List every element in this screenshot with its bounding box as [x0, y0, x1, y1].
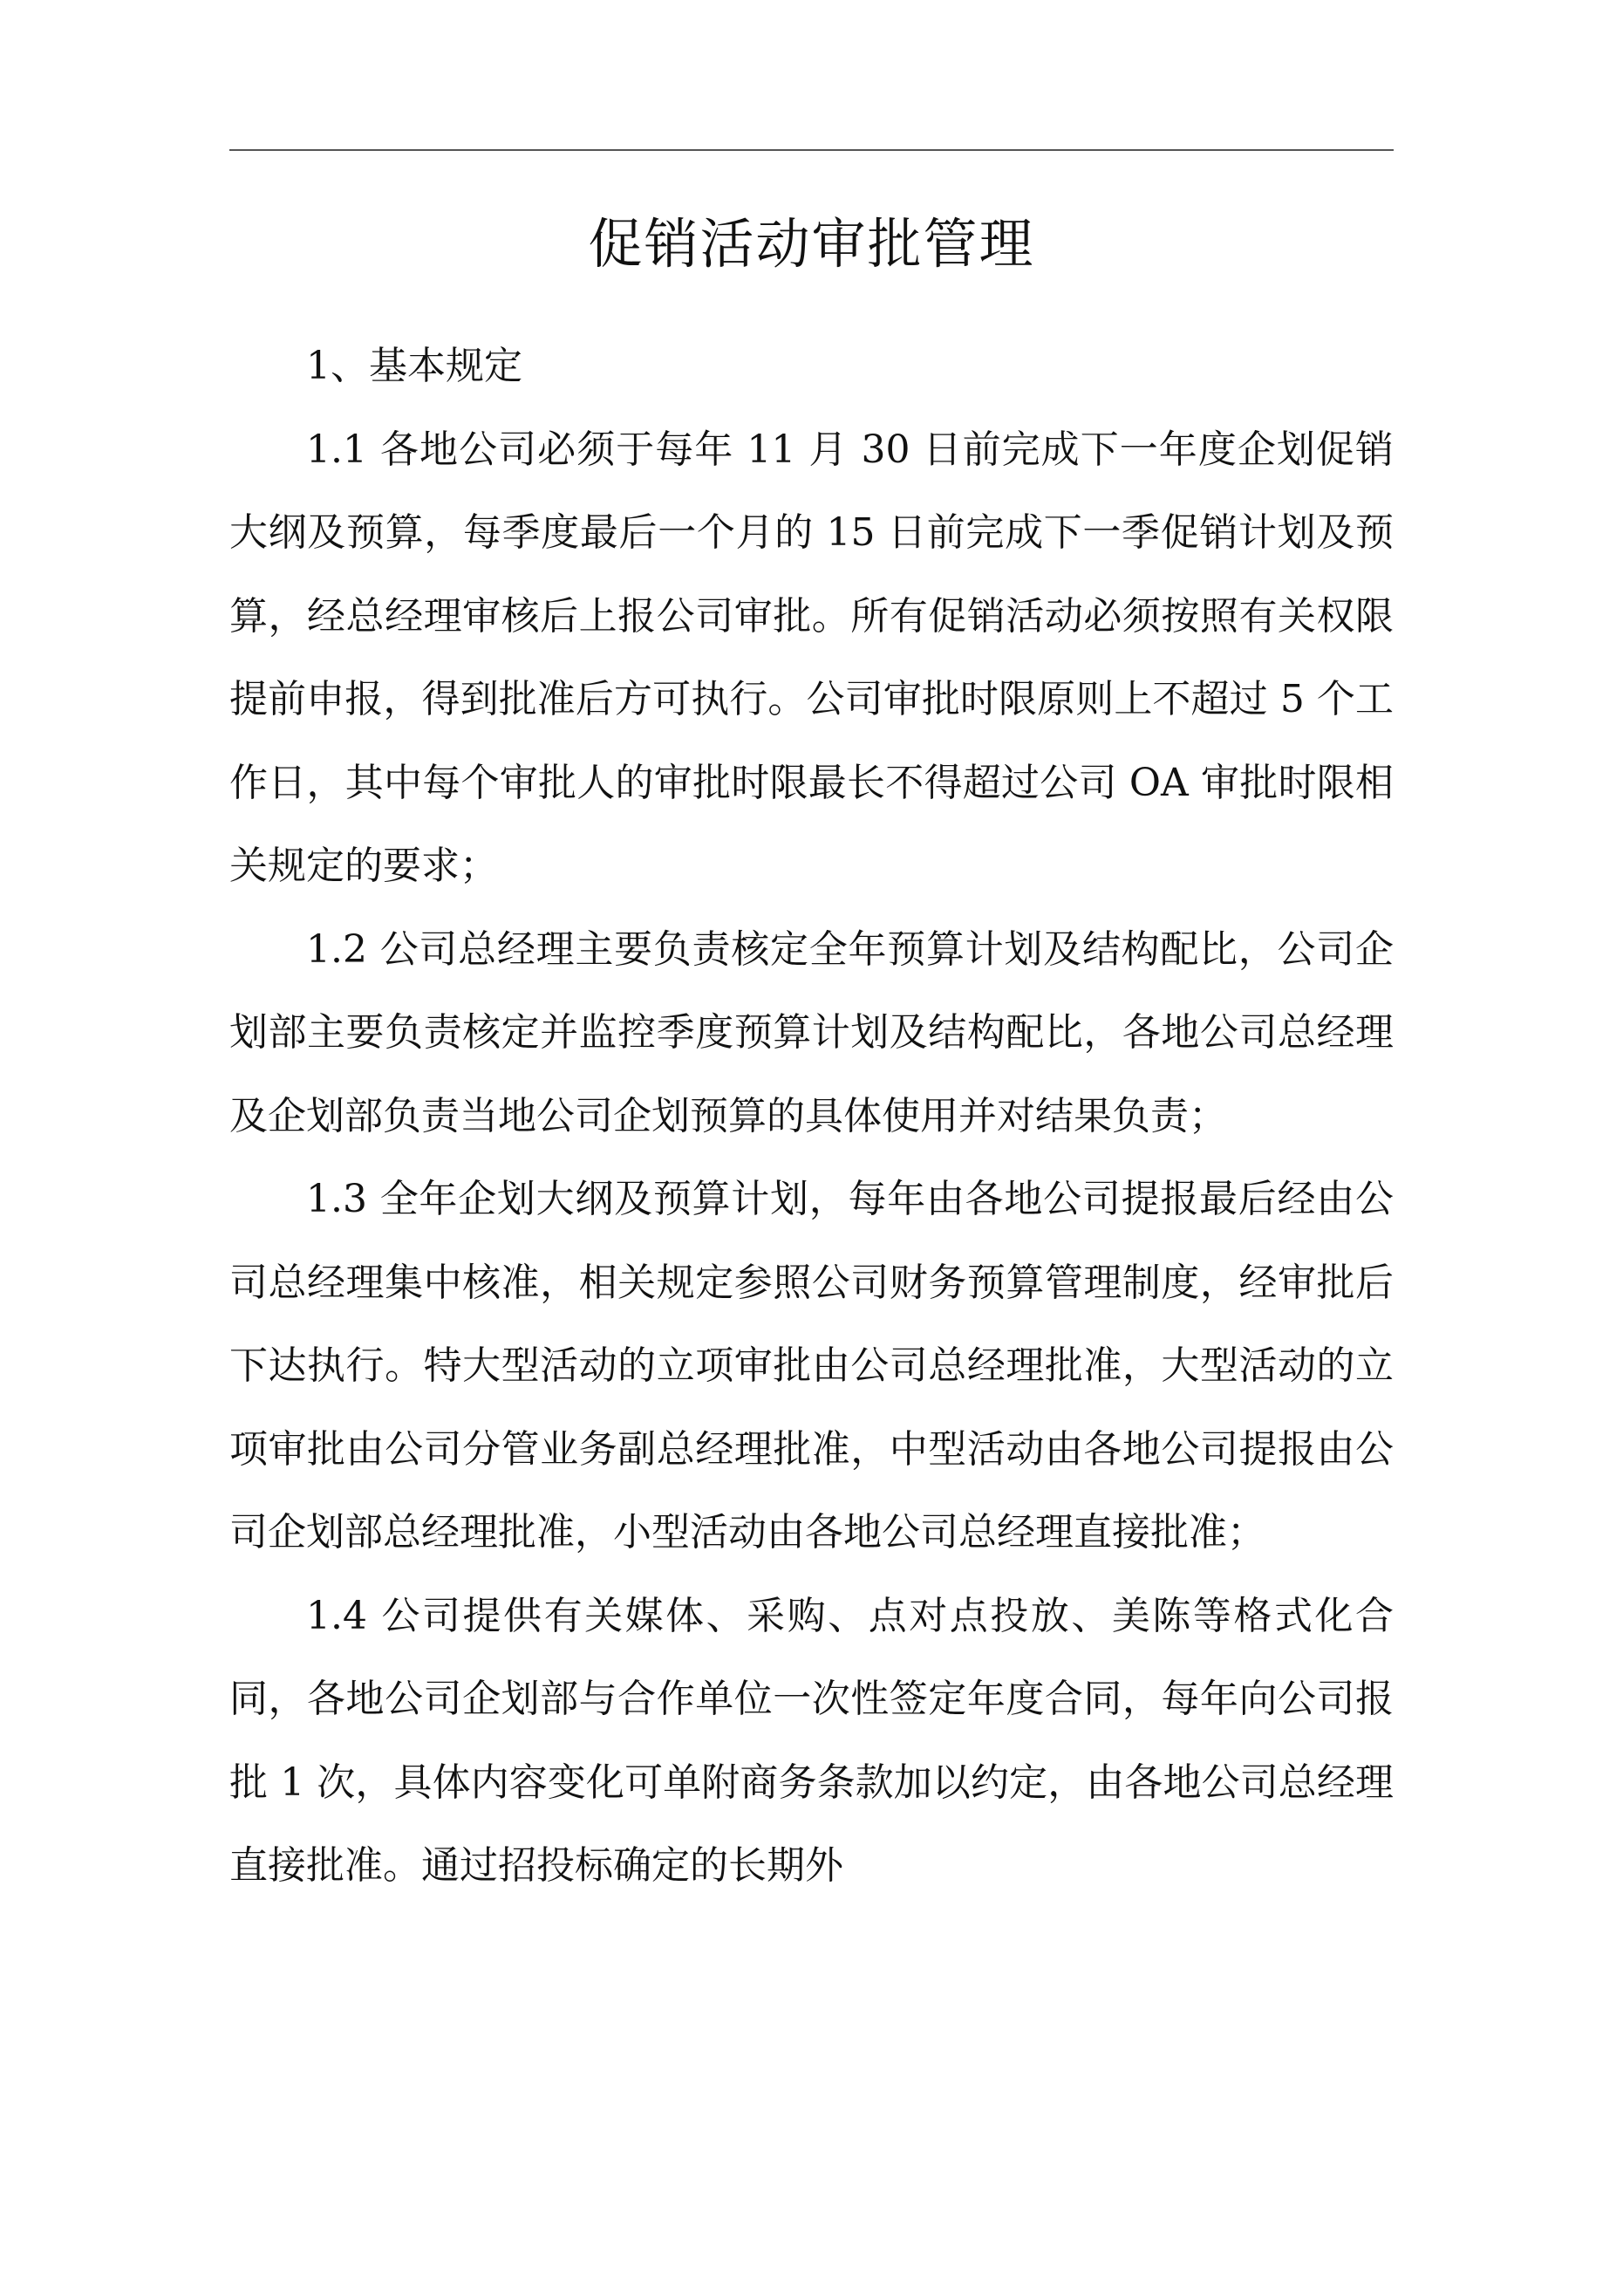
document-title: 促销活动审批管理: [588, 212, 1035, 276]
paragraph-1-3: 1.3 全年企划大纲及预算计划，每年由各地公司提报最后经由公司总经理集中核准，相关规定参照公司财务预算管理制度，经审批后下达执行。特大型活动的立项审批由公司总经理批准，大型活动的立项审批由公司分管业务副总经理批准，中型活动由各地公司提报由公司企划部总经理批准，小型活动由各地公司总经理直接批准；: [229, 1177, 1394, 1555]
paragraph-1-1: 1.1 各地公司必须于每年 11 月 30 日前完成下一年度企划促销大纲及预算，每季度最后一个月的 15 日前完成下一季促销计划及预算，经总经理审核后上报公司审批。所有促销活动必须按照有关权限提前申报，得到批准后方可执行。公司审批时限原则上不超过 5 个工作日，其中每个审批人的审批时限最长不得超过公司 OA 审批时限相关规定的要求；: [229, 427, 1394, 888]
header-rule: [229, 149, 1394, 151]
paragraph-1-4: 1.4 公司提供有关媒体、采购、点对点投放、美陈等格式化合同，各地公司企划部与合作单位一次性签定年度合同，每年向公司报批 1 次，具体内容变化可单附商务条款加以约定，由各地公司总经理直接批准。通过招投标确定的长期外: [229, 1593, 1394, 1888]
section-heading: 1、基本规定: [306, 344, 522, 388]
document-body: [229, 325, 1394, 1908]
paragraph-1-2: 1.2 公司总经理主要负责核定全年预算计划及结构配比，公司企划部主要负责核定并监控季度预算计划及结构配比，各地公司总经理及企划部负责当地公司企划预算的具体使用并对结果负责；: [229, 926, 1394, 1138]
